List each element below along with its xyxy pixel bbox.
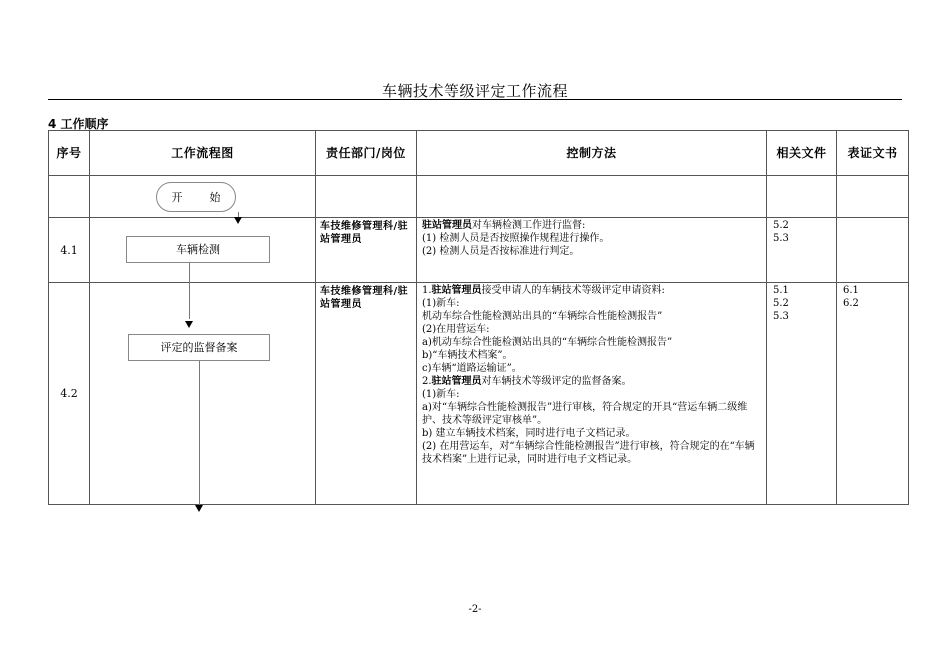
records-cell [837,218,909,283]
control-line: (1)新车: [422,389,460,400]
dept-cell: 车技维修管理科/驻站管理员 [316,218,417,283]
control-line: (1)新车: [422,298,460,309]
control-line: a)对“车辆综合性能检测报告”进行审核，符合规定的开具“营运车辆二级维护、技术等级评定审核单”。 [422,402,748,426]
section-heading: 4 工作顺序 [48,117,109,131]
control-text: 对车辆技术等级评定的监督备案。 [481,376,632,387]
control-cell [417,283,767,505]
control-line: (2) 检测人员是否按标准进行判定。 [422,246,580,257]
flow-connector [199,361,200,505]
dept-cell [316,176,417,218]
flow-cell-step1 [90,218,316,283]
seq-cell: 4.1 [49,218,90,283]
dept-cell: 车技维修管理科/驻站管理员 [316,283,417,505]
flow-process-node: 评定的监督备案 [128,334,270,361]
flow-arrow-down-icon [195,505,203,512]
control-line: b)“车辆技术档案”。 [422,350,513,361]
header-related-files: 相关文件 [767,131,837,176]
files-cell [767,176,837,218]
flow-arrow-down-icon [234,217,242,224]
record-ref: 6.2 [843,298,859,309]
document-title: 车辆技术等级评定工作流程 [381,82,568,100]
control-line: a)机动车综合性能检测站出具的“车辆综合性能检测报告” [422,337,673,348]
role-label: 驻站管理员 [431,376,482,387]
page-number: -2- [468,604,482,615]
flow-cell-step2 [90,283,316,505]
flow-cell-start [90,176,316,218]
file-ref: 5.2 [773,220,789,231]
file-ref: 5.3 [773,311,789,322]
flow-connector [189,263,190,283]
header-department: 责任部门/岗位 [316,131,417,176]
files-cell [767,218,837,283]
flow-connector [189,283,190,319]
file-ref: 5.3 [773,233,789,244]
procedure-table [48,130,909,505]
role-label: 驻站管理员 [431,285,482,296]
flow-process-node: 车辆检测 [126,236,270,263]
control-line: (1) 检测人员是否按照操作规程进行操作。 [422,233,610,244]
table-row [49,283,909,505]
table-row [49,218,909,283]
records-cell [837,283,909,505]
header-seq: 序号 [49,131,90,176]
records-cell [837,176,909,218]
control-text: 接受申请人的车辆技术等级评定申请资料: [481,285,665,296]
record-ref: 6.1 [843,285,859,296]
files-cell [767,283,837,505]
header-control-method: 控制方法 [417,131,767,176]
header-flowchart: 工作流程图 [90,131,316,176]
control-line: (2)在用营运车: [422,324,490,335]
control-text: 2. [422,376,432,387]
header-row [49,131,909,176]
role-label: 驻站管理员 [422,220,472,231]
flow-arrow-down-icon [185,321,193,328]
control-cell [417,176,767,218]
table-row [49,176,909,218]
file-ref: 5.2 [773,298,789,309]
control-line: b) 建立车辆技术档案，同时进行电子文档记录。 [422,428,636,439]
control-line: (2) 在用营运车，对“车辆综合性能检测报告”进行审核，符合规定的在“车辆技术档案”上进行记录，同时进行电子文档记录。 [422,441,755,465]
control-line: 机动车综合性能检测站出具的“车辆综合性能检测报告” [422,311,663,322]
flow-start-node: 开 始 [156,182,236,212]
title-rule [48,99,902,100]
seq-cell [49,176,90,218]
control-cell [417,218,767,283]
control-line: c)车辆“道路运输证”。 [422,363,522,374]
control-text: 1. [422,285,432,296]
control-text: 对车辆检测工作进行监督: [472,220,586,231]
file-ref: 5.1 [773,285,789,296]
header-records: 表证文书 [837,131,909,176]
seq-cell: 4.2 [49,283,90,505]
